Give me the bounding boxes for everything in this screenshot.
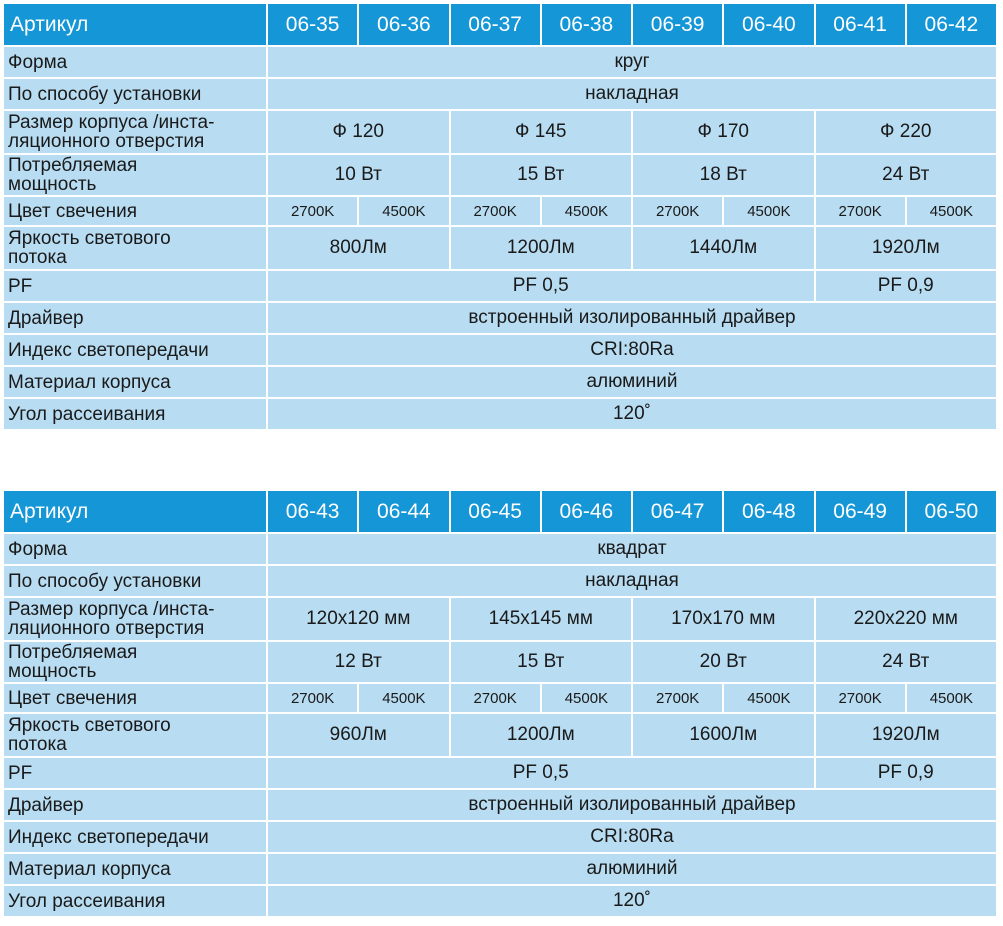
pf-value: PF 0,9 — [816, 271, 997, 301]
size-row — [4, 598, 996, 640]
color-temp: 2700K — [633, 197, 722, 225]
driver-row — [4, 790, 996, 820]
row-label-line: ляционного отверстия — [8, 131, 205, 152]
row-label: Угол рассеивания — [4, 886, 266, 916]
power-row — [4, 642, 996, 682]
power-row — [4, 155, 996, 195]
cri-value: CRI:80Ra — [268, 822, 996, 852]
size-value: Ф 220 — [816, 111, 997, 153]
flux-value: 960Лм — [268, 714, 449, 756]
row-label: По способу установки — [4, 79, 266, 109]
row-label-line: потока — [8, 734, 67, 755]
cri-row — [4, 822, 996, 852]
mount-value: накладная — [268, 566, 996, 596]
material-row — [4, 367, 996, 397]
pf-row — [4, 758, 996, 788]
size-row — [4, 111, 996, 153]
article-code: 06-37 — [451, 4, 540, 45]
shape-value: круг — [268, 47, 996, 77]
article-code: 06-39 — [633, 4, 722, 45]
power-value: 18 Вт — [633, 155, 814, 195]
driver-value: встроенный изолированный драйвер — [268, 303, 996, 333]
article-code: 06-40 — [724, 4, 813, 45]
article-code: 06-44 — [359, 491, 448, 532]
cri-row — [4, 335, 996, 365]
article-code: 06-45 — [451, 491, 540, 532]
article-code: 06-36 — [359, 4, 448, 45]
row-label — [4, 598, 266, 640]
row-label: Индекс светопередачи — [4, 335, 266, 365]
article-code: 06-38 — [542, 4, 631, 45]
row-label: Материал корпуса — [4, 854, 266, 884]
color-temp: 2700K — [816, 684, 905, 712]
flux-value: 1920Лм — [816, 714, 997, 756]
row-label — [4, 227, 266, 269]
article-code: 06-47 — [633, 491, 722, 532]
header-row — [4, 4, 996, 45]
color-temp: 4500K — [359, 197, 448, 225]
article-code: 06-46 — [542, 491, 631, 532]
material-value: алюминий — [268, 854, 996, 884]
row-label-line: Яркость светового — [8, 715, 171, 736]
article-code: 06-42 — [907, 4, 996, 45]
row-label: PF — [4, 758, 266, 788]
row-label-line: мощность — [8, 661, 97, 682]
size-value: 145x145 мм — [451, 598, 632, 640]
article-label: Артикул — [4, 491, 266, 532]
power-value: 24 Вт — [816, 155, 997, 195]
power-value: 15 Вт — [451, 642, 632, 682]
color-row — [4, 684, 996, 712]
angle-row — [4, 399, 996, 429]
flux-row — [4, 714, 996, 756]
shape-value: квадрат — [268, 534, 996, 564]
row-label — [4, 111, 266, 153]
row-label: По способу установки — [4, 566, 266, 596]
angle-value: 120˚ — [268, 399, 996, 429]
driver-row — [4, 303, 996, 333]
row-label-line: Размер корпуса /инста- — [8, 112, 215, 133]
row-label-line: Яркость светового — [8, 228, 171, 249]
flux-row — [4, 227, 996, 269]
pf-row — [4, 271, 996, 301]
shape-row — [4, 534, 996, 564]
color-temp: 4500K — [907, 197, 996, 225]
flux-value: 1200Лм — [451, 227, 632, 269]
row-label: Драйвер — [4, 790, 266, 820]
flux-value: 800Лм — [268, 227, 449, 269]
row-label: PF — [4, 271, 266, 301]
cri-value: CRI:80Ra — [268, 335, 996, 365]
power-value: 10 Вт — [268, 155, 449, 195]
size-value: 170x170 мм — [633, 598, 814, 640]
material-row — [4, 854, 996, 884]
size-value: Ф 170 — [633, 111, 814, 153]
article-code: 06-48 — [724, 491, 813, 532]
color-temp: 4500K — [724, 197, 813, 225]
color-temp: 2700K — [451, 684, 540, 712]
spec-table-square — [2, 489, 998, 918]
row-label: Угол рассеивания — [4, 399, 266, 429]
flux-value: 1600Лм — [633, 714, 814, 756]
power-value: 24 Вт — [816, 642, 997, 682]
row-label-line: Размер корпуса /инста- — [8, 599, 215, 620]
row-label-line: ляционного отверстия — [8, 618, 205, 639]
row-label-line: Потребляемая — [8, 642, 138, 663]
power-value: 20 Вт — [633, 642, 814, 682]
article-code: 06-35 — [268, 4, 357, 45]
row-label: Драйвер — [4, 303, 266, 333]
color-temp: 2700K — [268, 197, 357, 225]
color-temp: 2700K — [816, 197, 905, 225]
angle-row — [4, 886, 996, 916]
article-code: 06-50 — [907, 491, 996, 532]
color-temp: 4500K — [542, 684, 631, 712]
spec-table-round — [2, 2, 998, 431]
article-code: 06-43 — [268, 491, 357, 532]
size-value: Ф 145 — [451, 111, 632, 153]
shape-row — [4, 47, 996, 77]
row-label-line: потока — [8, 247, 67, 268]
article-code: 06-41 — [816, 4, 905, 45]
row-label — [4, 714, 266, 756]
material-value: алюминий — [268, 367, 996, 397]
pf-value: PF 0,5 — [268, 758, 814, 788]
power-value: 12 Вт — [268, 642, 449, 682]
color-temp: 2700K — [633, 684, 722, 712]
flux-value: 1440Лм — [633, 227, 814, 269]
color-temp: 4500K — [542, 197, 631, 225]
size-value: Ф 120 — [268, 111, 449, 153]
size-value: 120x120 мм — [268, 598, 449, 640]
mount-row — [4, 566, 996, 596]
row-label-line: мощность — [8, 174, 97, 195]
pf-value: PF 0,9 — [816, 758, 997, 788]
row-label: Форма — [4, 534, 266, 564]
size-value: 220x220 мм — [816, 598, 997, 640]
row-label: Цвет свечения — [4, 197, 266, 225]
row-label — [4, 155, 266, 195]
row-label: Цвет свечения — [4, 684, 266, 712]
color-temp: 2700K — [451, 197, 540, 225]
color-temp: 4500K — [724, 684, 813, 712]
row-label — [4, 642, 266, 682]
driver-value: встроенный изолированный драйвер — [268, 790, 996, 820]
color-temp: 2700K — [268, 684, 357, 712]
row-label: Форма — [4, 47, 266, 77]
header-row — [4, 491, 996, 532]
mount-row — [4, 79, 996, 109]
color-temp: 4500K — [907, 684, 996, 712]
color-temp: 4500K — [359, 684, 448, 712]
angle-value: 120˚ — [268, 886, 996, 916]
pf-value: PF 0,5 — [268, 271, 814, 301]
row-label: Материал корпуса — [4, 367, 266, 397]
mount-value: накладная — [268, 79, 996, 109]
color-row — [4, 197, 996, 225]
row-label: Индекс светопередачи — [4, 822, 266, 852]
flux-value: 1920Лм — [816, 227, 997, 269]
article-label: Артикул — [4, 4, 266, 45]
article-code: 06-49 — [816, 491, 905, 532]
power-value: 15 Вт — [451, 155, 632, 195]
flux-value: 1200Лм — [451, 714, 632, 756]
row-label-line: Потребляемая — [8, 155, 138, 176]
